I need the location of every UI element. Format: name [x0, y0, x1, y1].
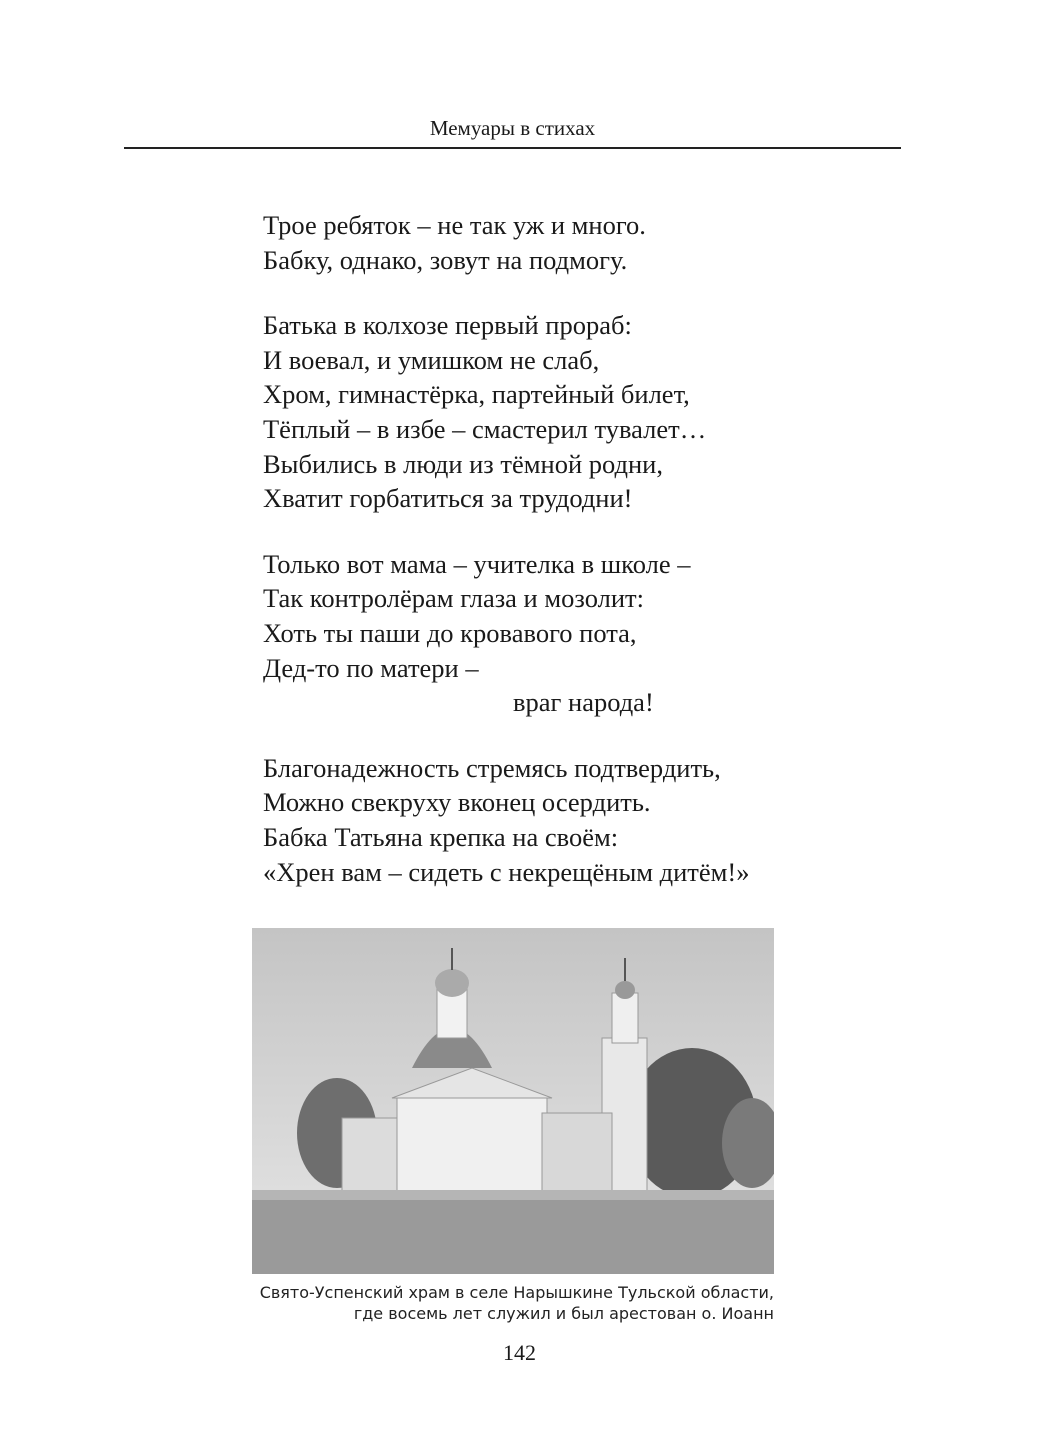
- stanza: [263, 547, 750, 720]
- poem-line: Дед-то по матери –: [263, 652, 479, 683]
- poem-line: Хватит горбатиться за трудодни!: [263, 483, 633, 514]
- poem-line: Можно свекруху вконец осердить.: [263, 787, 651, 818]
- caption-line: Свято-Успенский храм в селе Нарышкине Тульской области,: [259, 1283, 774, 1302]
- caption-line: где восемь лет служил и был арестован о. Иоанн: [353, 1304, 774, 1323]
- header-rule: [124, 147, 901, 149]
- poem-line: Тёплый – в избе – смастерил тувалет…: [263, 413, 707, 444]
- poem-line: И воевал, и умишком не слаб,: [263, 344, 600, 375]
- poem-line: Батька в колхозе первый прораб:: [263, 310, 632, 341]
- stanza: [263, 208, 750, 277]
- poem-line: Хоть ты паши до кровавого пота,: [263, 617, 637, 648]
- church-photo: [252, 928, 774, 1274]
- photo-caption: [260, 1282, 774, 1324]
- running-head: Мемуары в стихах: [429, 116, 596, 140]
- poem-line: Только вот мама – учителка в школе –: [263, 548, 691, 579]
- poem-line: враг народа!: [513, 687, 654, 718]
- poem-line: Выбились в люди из тёмной родни,: [263, 448, 663, 479]
- stanza: [263, 308, 750, 516]
- poem-line: «Хрен вам – сидеть с некрещёным дитём!»: [263, 856, 750, 887]
- poem-line: Так контролёрам глаза и мозолит:: [263, 583, 644, 614]
- poem-line: Благонадежность стремясь подтвердить,: [263, 752, 721, 783]
- poem-line: Бабка Татьяна крепка на своём:: [263, 821, 619, 852]
- stanza: [263, 751, 750, 889]
- page-number: 142: [503, 1340, 536, 1365]
- poem: [263, 208, 750, 920]
- poem-line: Хром, гимнастёрка, партейный билет,: [263, 379, 690, 410]
- poem-line: Трое ребяток – не так уж и много.: [263, 210, 646, 240]
- poem-line: Бабку, однако, зовут на подмогу.: [263, 244, 628, 275]
